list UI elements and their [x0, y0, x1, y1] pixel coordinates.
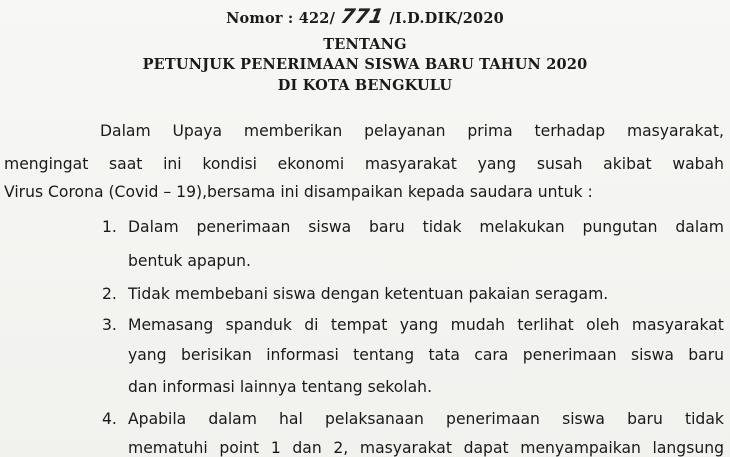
- word: terlihat: [517, 316, 574, 334]
- document-title: PETUNJUK PENERIMAAN SISWA BARU TAHUN 2020: [142, 56, 588, 73]
- word: spanduk: [225, 316, 292, 334]
- word: tempat: [330, 316, 388, 334]
- word: dan: [292, 439, 322, 457]
- word: siswa: [630, 346, 674, 364]
- word: dalam: [208, 410, 257, 428]
- word: Memasang: [128, 316, 214, 334]
- word: baru: [627, 410, 663, 428]
- word: prima: [467, 122, 513, 140]
- item-1-number: 1.: [102, 218, 117, 236]
- word: yang: [399, 316, 439, 334]
- word: saat: [109, 155, 143, 173]
- document-number-handwritten: 771: [338, 4, 386, 28]
- intro-line-1: [100, 122, 724, 140]
- word: cara: [474, 346, 509, 364]
- word: kondisi: [202, 155, 257, 173]
- item-4-line-1: [128, 410, 724, 428]
- word: di: [304, 316, 319, 334]
- item-3-line-1: [128, 316, 724, 334]
- item-2-line-1: Tidak membebani siswa dengan ketentuan pakaian seragam.: [128, 285, 609, 303]
- item-3-number: 3.: [102, 316, 117, 334]
- word: langsung: [652, 439, 724, 457]
- item-3-line-2: [128, 346, 724, 364]
- word: tidak: [684, 410, 724, 428]
- document-number: [0, 4, 730, 28]
- word: ini: [163, 155, 182, 173]
- word: Dalam: [100, 122, 151, 140]
- item-1-line-1: [128, 218, 724, 236]
- word: oleh: [586, 316, 620, 334]
- document-number-prefix: Nomor : 422/: [226, 10, 336, 27]
- word: susah: [536, 155, 583, 173]
- word: berisikan: [180, 346, 252, 364]
- word: siswa: [562, 410, 605, 428]
- word: penerimaan: [196, 218, 291, 236]
- word: dapat: [463, 439, 509, 457]
- word: tata: [428, 346, 460, 364]
- item-1-line-2: bentuk apapun.: [128, 252, 251, 270]
- word: tentang: [353, 346, 415, 364]
- word: baru: [368, 218, 405, 236]
- word: point: [219, 439, 260, 457]
- word: Dalam: [128, 218, 179, 236]
- item-3-line-3: dan informasi lainnya tentang sekolah.: [128, 378, 433, 396]
- word: menyampaikan: [520, 439, 641, 457]
- word: baru: [688, 346, 724, 364]
- word: akibat: [603, 155, 652, 173]
- word: memberikan: [243, 122, 343, 140]
- word: pelaksanaan: [324, 410, 424, 428]
- word: masyarakat: [364, 155, 457, 173]
- word: melakukan: [479, 218, 565, 236]
- word: penerimaan: [446, 410, 540, 428]
- item-4-number: 4.: [102, 410, 117, 428]
- word: 2,: [333, 439, 349, 457]
- word: informasi: [266, 346, 339, 364]
- word: dalam: [675, 218, 724, 236]
- item-4-line-2: [128, 439, 724, 457]
- word: yang: [477, 155, 517, 173]
- word: mematuhi: [128, 439, 208, 457]
- word: 1: [270, 439, 281, 457]
- subject-label: TENTANG: [323, 36, 407, 53]
- word: ekonomi: [277, 155, 345, 173]
- word: yang: [128, 346, 167, 364]
- word: mengingat: [4, 155, 89, 173]
- word: Apabila: [128, 410, 187, 428]
- document-title-location: DI KOTA BENGKULU: [277, 77, 453, 94]
- item-2-number: 2.: [102, 285, 117, 303]
- word: pungutan: [582, 218, 658, 236]
- word: mudah: [450, 316, 506, 334]
- word: masyarakat,: [626, 122, 724, 140]
- word: tidak: [422, 218, 462, 236]
- word: Upaya: [172, 122, 223, 140]
- intro-line-3: Virus Corona (Covid – 19),bersama ini disampaikan kepada saudara untuk :: [4, 183, 593, 201]
- word: masyarakat: [359, 439, 452, 457]
- word: wabah: [672, 155, 724, 173]
- word: pelayanan: [364, 122, 446, 140]
- document-number-suffix: /I.D.DIK/2020: [389, 10, 504, 27]
- intro-line-2: [4, 155, 724, 173]
- word: masyarakat: [631, 316, 724, 334]
- word: siswa: [308, 218, 352, 236]
- word: penerimaan: [522, 346, 617, 364]
- word: terhadap: [534, 122, 606, 140]
- word: hal: [279, 410, 303, 428]
